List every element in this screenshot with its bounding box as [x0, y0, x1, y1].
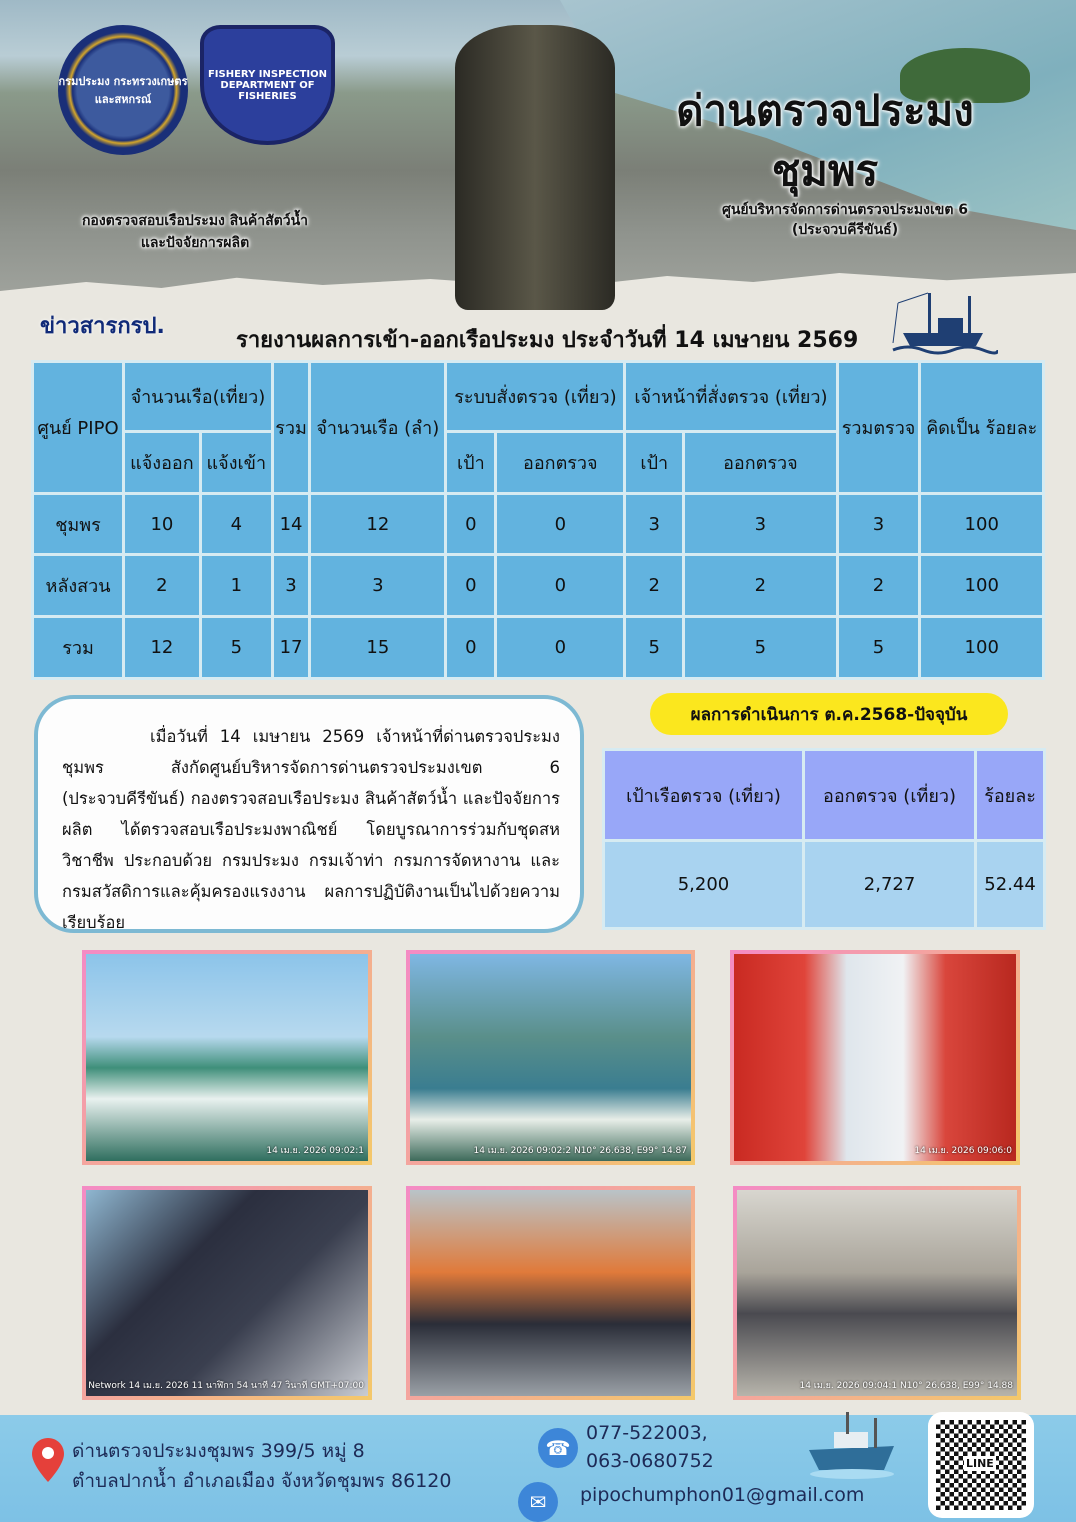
email-link[interactable]: pipochumphon01@gmail.com — [580, 1484, 865, 1506]
table-cell: 10 — [125, 495, 199, 554]
boat-illustration-icon — [804, 1410, 896, 1480]
qr-line-label: LINE — [966, 1457, 994, 1470]
header-system-inspect: ออกตรวจ — [497, 433, 623, 492]
phone-2[interactable]: 063-0680752 — [586, 1450, 714, 1472]
table-cell: 0 — [497, 495, 623, 554]
table-cell: 0 — [447, 618, 494, 677]
department-of-fisheries-logo — [58, 25, 188, 155]
header-officer: เจ้าหน้าที่สั่งตรวจ (เที่ยว) — [626, 363, 835, 430]
header-total-inspect: รวมตรวจ — [839, 363, 919, 492]
header-officer-inspect: ออกตรวจ — [685, 433, 835, 492]
title-line-2: ชุมพร — [771, 146, 879, 195]
header-system-target: เป้า — [447, 433, 494, 492]
subtitle-right — [680, 200, 1010, 240]
summary-value: 2,727 — [805, 842, 974, 927]
table-cell: 12 — [125, 618, 199, 677]
subtitle-right-1: ศูนย์บริหารจัดการด่านตรวจประมงเขต 6 — [721, 202, 969, 218]
photo-timestamp: 14 เม.ย. 2026 09:06:0 — [914, 1146, 1012, 1156]
photo-timestamp: 14 เม.ย. 2026 09:02:2 N10° 26.638, E99° 14.87 — [473, 1146, 687, 1156]
table-cell: 3 — [626, 495, 682, 554]
photo-inspection-team — [406, 1186, 695, 1400]
description-text: เมื่อวันที่ 14 เมษายน 2569 เจ้าหน้าที่ด่านตรวจประมงชุมพร สังกัดศูนย์บริหารจัดการด่านตรวจประมงเขต 6 (ประจวบคีรีขันธ์) กองตรวจสอบเรือประมง สินค้าสัตว์น้ำ และปัจจัยการผลิต ได้ตรวจสอบเรือประมงพาณิชย์ โดยบูรณาการร่วมกับชุดสหวิชาชีพ ประกอบด้วย กรมประมง กรมเจ้าท่า กรมการจัดหางาน และกรมสวัสดิการและคุ้มครองแรงงาน ผลการปฏิบัติงานเป็นไปด้วยความเรียบร้อย — [62, 727, 560, 932]
table-cell: 0 — [447, 556, 494, 615]
phone-icon: ☎ — [538, 1428, 578, 1468]
header-in: แจ้งเข้า — [202, 433, 271, 492]
table-cell: 0 — [497, 556, 623, 615]
daily-report-table — [31, 360, 1045, 680]
location-pin-icon — [32, 1438, 64, 1482]
table-cell: 2 — [125, 556, 199, 615]
table-cell: 0 — [497, 618, 623, 677]
summary-value: 52.44 — [977, 842, 1043, 927]
logo1-text: กรมประมง กระทรวงเกษตรและสหกรณ์ — [58, 75, 188, 106]
row-center-name: ชุมพร — [34, 495, 122, 554]
subtitle-left-1: กองตรวจสอบเรือประมง สินค้าสัตว์น้ำ — [81, 213, 309, 229]
table-cell: 5 — [685, 618, 835, 677]
table-cell: 3 — [839, 495, 919, 554]
table-row — [34, 495, 1042, 554]
report-title: รายงานผลการเข้า-ออกเรือประมง ประจำวันที่ 14 เมษายน 2569 — [236, 328, 859, 353]
line-qr-code[interactable] — [928, 1412, 1034, 1518]
table-cell: 0 — [447, 495, 494, 554]
header-out: แจ้งออก — [125, 433, 199, 492]
header-center: ศูนย์ PIPO — [34, 363, 122, 492]
logo2-text: FISHERY INSPECTION DEPARTMENT OF FISHERIES — [207, 68, 328, 102]
table-cell: 1 — [202, 556, 271, 615]
photo-boat-2 — [406, 950, 695, 1165]
description-box — [34, 695, 584, 933]
summary-header: เป้าเรือตรวจ (เที่ยว) — [605, 751, 802, 839]
table-cell: 3 — [685, 495, 835, 554]
table-cell: 100 — [921, 618, 1042, 677]
table-cell: 100 — [921, 556, 1042, 615]
row-center-name: หลังสวน — [34, 556, 122, 615]
header-total: รวม — [274, 363, 308, 492]
news-label: ข่าวสารกรป. — [40, 314, 165, 339]
photo-timestamp: 14 เม.ย. 2026 09:02:1 — [266, 1146, 364, 1156]
table-cell: 2 — [626, 556, 682, 615]
table-row — [34, 618, 1042, 677]
table-row — [34, 556, 1042, 615]
summary-value: 5,200 — [605, 842, 802, 927]
email-icon: ✉ — [518, 1482, 558, 1522]
header-boats: จำนวนเรือ (ลำ) — [311, 363, 444, 492]
photo-boat-1 — [82, 950, 372, 1165]
summary-header: ออกตรวจ (เที่ยว) — [805, 751, 974, 839]
fishery-inspection-logo — [200, 25, 335, 145]
header-boats-trips: จำนวนเรือ(เที่ยว) — [125, 363, 271, 430]
table-cell: 12 — [311, 495, 444, 554]
summary-table — [602, 748, 1046, 930]
table-cell: 15 — [311, 618, 444, 677]
photo-group — [733, 1186, 1021, 1400]
summary-header: ร้อยละ — [977, 751, 1043, 839]
fishing-boat-icon — [888, 288, 998, 358]
address-line-1: ด่านตรวจประมงชุมพร 399/5 หมู่ 8 — [72, 1440, 365, 1462]
header-officer-target: เป้า — [626, 433, 682, 492]
table-cell: 17 — [274, 618, 308, 677]
address-line-2: ตำบลปากน้ำ อำเภอเมือง จังหวัดชุมพร 86120 — [72, 1470, 452, 1492]
summary-tag: ผลการดำเนินการ ต.ค.2568-ปัจจุบัน — [650, 693, 1008, 735]
table-cell: 14 — [274, 495, 308, 554]
statue-image — [455, 25, 615, 310]
table-cell: 2 — [685, 556, 835, 615]
header-percent: คิดเป็น ร้อยละ — [921, 363, 1042, 492]
table-cell: 100 — [921, 495, 1042, 554]
subtitle-right-2: (ประจวบคีรีขันธ์) — [791, 222, 899, 238]
table-cell: 5 — [626, 618, 682, 677]
table-cell: 5 — [839, 618, 919, 677]
phone-1[interactable]: 077-522003, — [586, 1422, 708, 1444]
table-cell: 2 — [839, 556, 919, 615]
subtitle-left — [40, 210, 350, 254]
table-cell: 3 — [311, 556, 444, 615]
photo-officers-documents — [82, 1186, 372, 1400]
photo-timestamp: 14 เม.ย. 2026 09:04:1 N10° 26.638, E99° 14.88 — [799, 1381, 1013, 1391]
row-center-name: รวม — [34, 618, 122, 677]
photo-hold — [730, 950, 1020, 1165]
subtitle-left-2: และปัจจัยการผลิต — [140, 235, 250, 251]
title-line-1: ด่านตรวจประมง — [676, 86, 974, 135]
table-cell: 4 — [202, 495, 271, 554]
table-cell: 5 — [202, 618, 271, 677]
photo-timestamp: Network 14 เม.ย. 2026 11 นาฬิกา 54 นาที 47 วินาที GMT+07:00 — [88, 1381, 364, 1391]
table-cell: 3 — [274, 556, 308, 615]
header-system: ระบบสั่งตรวจ (เที่ยว) — [447, 363, 623, 430]
